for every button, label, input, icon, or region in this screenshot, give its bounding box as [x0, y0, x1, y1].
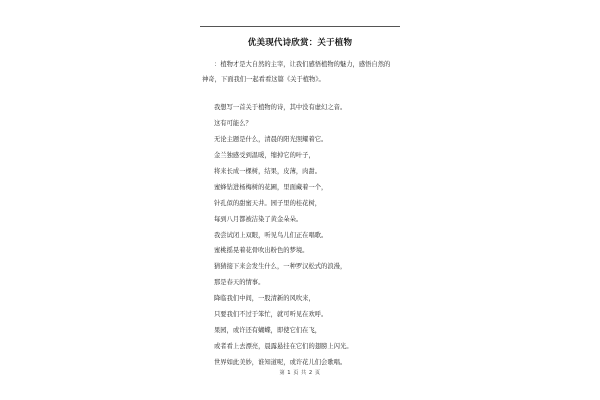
poem-line: 或者看上去漂亮，晨露悬挂在它们的翅膀上闪光。	[214, 343, 353, 351]
poem-line: 只要我们不过于笨忙，就可听见在欢呼。	[214, 311, 328, 319]
poem-line: 金兰独感受到温暖，缩掉它的叶子，	[214, 151, 315, 159]
poem-body	[214, 100, 414, 371]
page-footer: 第 1 页 共 2 页	[279, 370, 321, 376]
poem-line: 蜜桃摇晃着花骨吹出粉色的梦境。	[214, 247, 309, 255]
poem-line: 我尝试闭上双眼，听见鸟儿们正在唱歌。	[214, 231, 328, 239]
poem-line: 我想写一首关于植物的诗，其中没有虚幻之音。	[214, 104, 347, 111]
intro-line-2: 神奇，下面我们一起看看这篇《关于植物》。	[202, 76, 325, 83]
poem-line: 无论主题是什么，清晨的阳光照耀着它。	[214, 135, 328, 143]
poem-line: 这有可能么？	[214, 119, 252, 127]
intro-line-1: ：植物才是大自然的主宰，让我们感悟植物的魅力，感悟自然的	[214, 61, 391, 68]
poem-line: 针孔似的甜蜜天井。园子里的桂花树，	[214, 199, 322, 207]
poem-line: 将来长成一棵树，结果，皮薄，肉甜。	[214, 167, 322, 175]
poem-line: 每到八月都被洁染了黄金朵朵。	[214, 215, 303, 223]
poem-line: 降临我们中间，一股清新的风吹来，	[214, 295, 315, 303]
poem-line: 果园，或许还有蝴蝶，即使它们在飞，	[214, 327, 322, 335]
intro-paragraph	[202, 57, 402, 87]
poem-line: 那是春天的情事。	[214, 279, 265, 287]
header-divider	[200, 26, 400, 27]
poem-line: 蜜蜂钻进杨梅树的花圃，里面藏着一个，	[214, 183, 328, 191]
poem-line: 猜猜接下来会发生什么，一种罗汉松式的浪漫，	[214, 263, 347, 271]
poem-line: 世界如此美妙，谁知道呢，或许花儿们会歌唱。	[214, 359, 347, 366]
document-title: 优美现代诗欣赏：关于植物	[247, 38, 353, 48]
